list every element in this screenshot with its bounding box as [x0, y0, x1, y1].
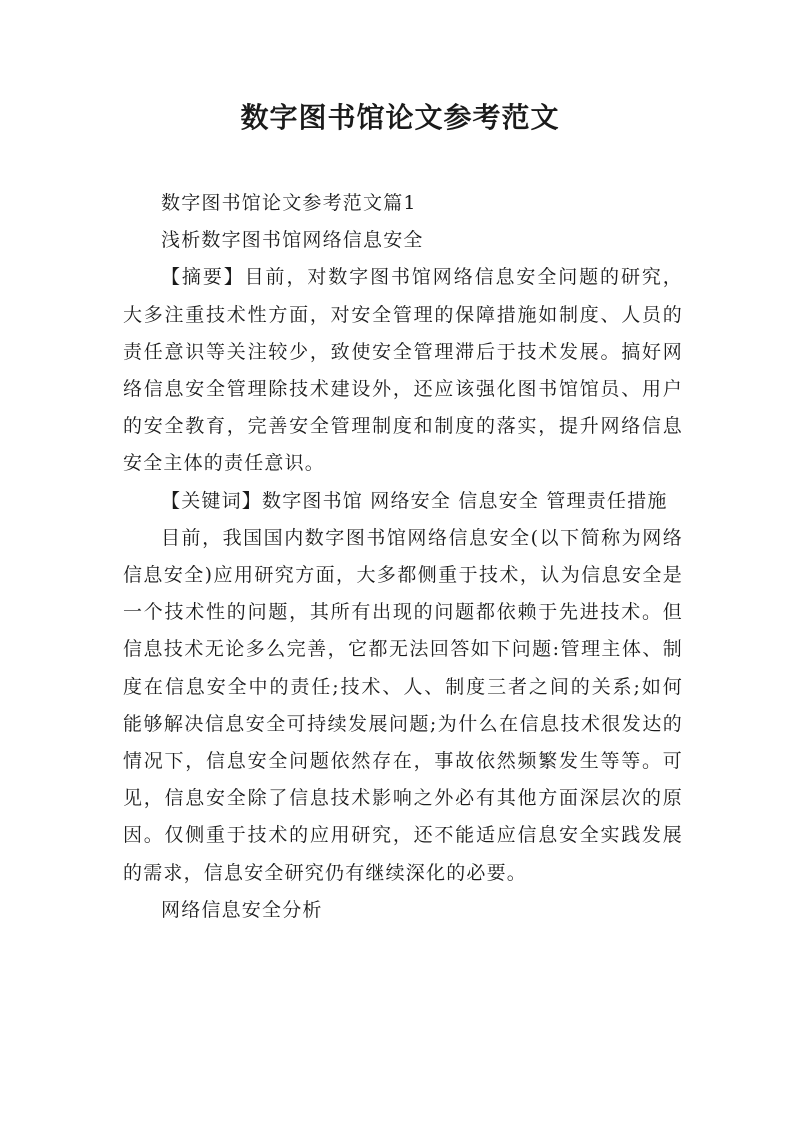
section-heading-article-1: 数字图书馆论文参考范文篇1: [161, 192, 417, 214]
document-title: 数字图书馆论文参考范文: [240, 101, 560, 134]
intro-paragraph: 目前，我国国内数字图书馆网络信息安全(以下简称为网络信息安全)应用研究方面，大多都侧重于技术，认为信息安全是一个技术性的问题，其所有出现的问题都依赖于先进技术。但信息技术无论多么完善，它都无法回答如下问题:管理主体、制度在信息安全中的责任;技术、人、制度三者之间的关系;如何能够解决信息安全可持续发展问题;为什么在信息技术很发达的情况下，信息安全问题依然存在，事故依然频繁发生等等。可见，信息安全除了信息技术影响之外必有其他方面深层次的原因。仅侧重于技术的应用研究，还不能适应信息安全实践发展的需求，信息安全研究仍有继续深化的必要。: [123, 526, 683, 884]
subsection-heading: 网络信息安全分析: [161, 898, 323, 921]
abstract-paragraph: 【摘要】目前，对数字图书馆网络信息安全问题的研究，大多注重技术性方面，对安全管理的保障措施如制度、人员的责任意识等关注较少，致使安全管理滞后于技术发展。搞好网络信息安全管理除技术建设外，还应该强化图书馆馆员、用户的安全教育，完善安全管理制度和制度的落实，提升网络信息安全主体的责任意识。: [123, 266, 683, 475]
article-title: 浅析数字图书馆网络信息安全: [161, 229, 424, 252]
keywords-paragraph: 【关键词】数字图书馆 网络安全 信息安全 管理责任措施: [161, 489, 668, 512]
document-body: [123, 185, 683, 929]
